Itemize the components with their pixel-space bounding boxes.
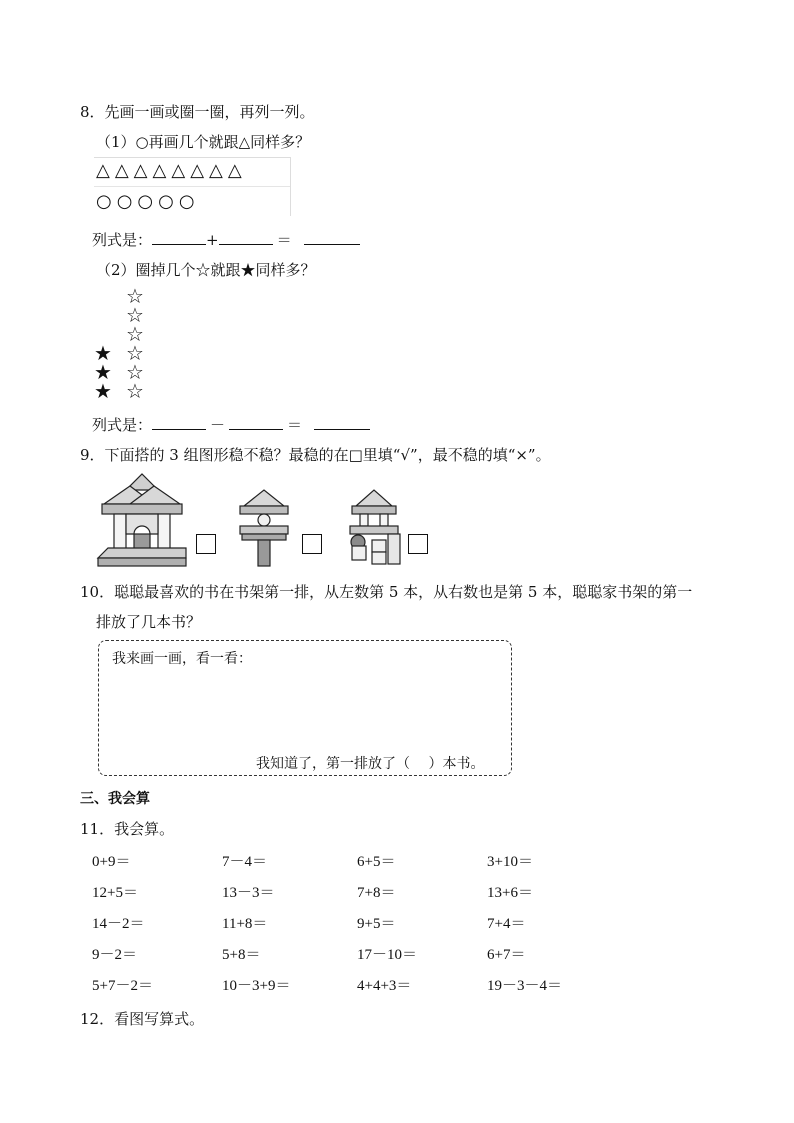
drawing-prompt: 我来画一画，看一看： [112, 651, 252, 667]
drawing-area[interactable] [98, 640, 512, 776]
formula-prefix: 列式是： [92, 231, 153, 249]
q11-title: 11．我会算。 [80, 820, 175, 838]
calc-item: 14－2＝ [92, 916, 145, 932]
stability-answer-box-3[interactable] [408, 534, 428, 554]
open-star-icon: ☆ [126, 341, 144, 365]
q8-title: 8．先画一画或圈一圈，再列一列。 [80, 103, 315, 121]
q10-title-line2: 排放了几本书？ [96, 613, 202, 631]
plus-sign: + [206, 231, 219, 249]
calc-item: 10－3+9＝ [222, 978, 291, 994]
drawing-answer-text: 我知道了，第一排放了（ ）本书。 [256, 756, 485, 772]
filled-star-icon: ★ [94, 360, 112, 384]
q8-part1-label: （1）○再画几个就跟△同样多？ [96, 133, 311, 151]
calc-item: 7+4＝ [487, 916, 526, 932]
grid-divider [94, 186, 290, 187]
open-star-icon: ☆ [126, 379, 144, 403]
open-star-icon: ☆ [126, 303, 144, 327]
block-structure-2-image [236, 488, 292, 568]
calc-item: 13+6＝ [487, 885, 533, 901]
stability-answer-box-1[interactable] [196, 534, 216, 554]
answer-blank[interactable] [152, 417, 206, 430]
calc-item: 9+5＝ [357, 916, 396, 932]
calc-item: 19－3－4＝ [487, 978, 563, 994]
answer-blank[interactable] [314, 417, 370, 430]
formula-prefix: 列式是： [92, 416, 153, 434]
q8-part1-formula [92, 229, 360, 250]
open-star-icon: ☆ [126, 322, 144, 346]
calc-item: 7－4＝ [222, 854, 268, 870]
answer-blank[interactable] [304, 232, 360, 245]
calc-item: 11+8＝ [222, 916, 268, 932]
answer-blank[interactable] [229, 417, 283, 430]
calc-item: 6+7＝ [487, 947, 526, 963]
stability-answer-box-2[interactable] [302, 534, 322, 554]
calc-item: 5+7－2＝ [92, 978, 153, 994]
open-star-icon: ☆ [126, 360, 144, 384]
filled-star-icon: ★ [94, 341, 112, 365]
equals-sign: ＝ [276, 231, 292, 249]
block-structure-1-image [96, 472, 188, 568]
triangle-row: △△△△△△△△ [96, 160, 247, 181]
calc-item: 3+10＝ [487, 854, 533, 870]
answer-blank[interactable] [219, 232, 273, 245]
equals-sign: ＝ [287, 416, 303, 434]
q8-part2-formula [92, 414, 370, 435]
section-heading: 三、我会算 [80, 791, 150, 807]
minus-sign: － [210, 416, 226, 434]
calc-item: 7+8＝ [357, 885, 396, 901]
q12-title: 12．看图写算式。 [80, 1010, 205, 1028]
answer-blank[interactable] [152, 232, 206, 245]
calc-item: 17－10＝ [357, 947, 418, 963]
calc-item: 0+9＝ [92, 854, 131, 870]
calc-item: 9－2＝ [92, 947, 138, 963]
calc-item: 4+4+3＝ [357, 978, 412, 994]
calc-item: 6+5＝ [357, 854, 396, 870]
calc-item: 13－3＝ [222, 885, 275, 901]
calc-item: 5+8＝ [222, 947, 261, 963]
q9-title: 9．下面搭的 3 组图形稳不稳？最稳的在□里填“√”，最不稳的填“×”。 [80, 446, 551, 464]
q8-part2-label: （2）圈掉几个☆就跟★同样多？ [96, 261, 316, 279]
calc-item: 12+5＝ [92, 885, 138, 901]
circle-row: ○○○○○ [96, 191, 200, 212]
filled-star-icon: ★ [94, 379, 112, 403]
q10-title-line1: 10．聪聪最喜欢的书在书架第一排，从左数第 5 本，从右数也是第 5 本，聪聪家书架的第一 [80, 583, 693, 601]
open-star-icon: ☆ [126, 284, 144, 308]
shape-grid [94, 157, 291, 216]
star-figure [94, 284, 154, 405]
block-structure-3-image [346, 488, 402, 568]
